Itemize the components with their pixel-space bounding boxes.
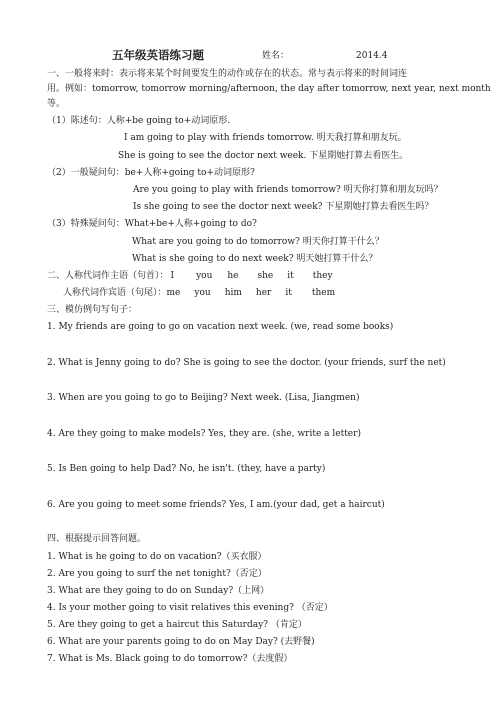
- subject-pronouns-label: 二、人称代词作主语（句首）：: [47, 271, 169, 281]
- answer-item-1: 1. What is he going to do on vacation?（买衣服）: [47, 552, 267, 562]
- pronoun-it: it: [287, 271, 294, 281]
- answer-item-7: 7. What is Ms. Black going to do tomorrow?（去度假）: [47, 654, 293, 664]
- statement-example-1: I am going to play with friends tomorrow. 明天我打算和朋友玩。: [124, 133, 407, 143]
- answer-item-3: 3. What are they going to do on Sunday?（上网）: [47, 586, 270, 596]
- name-label: 姓名：: [262, 51, 290, 61]
- pronoun-you-object: you: [194, 288, 211, 298]
- section4-heading: 四、根据提示回答问题。: [47, 534, 147, 544]
- yes-no-question-example-2: Is she going to see the doctor next week? 下星期她打算去看医生吗？: [133, 202, 434, 212]
- answer-item-2: 2. Are you going to surf the net tonight?（否定）: [47, 569, 267, 579]
- pronoun-it-object: it: [285, 288, 292, 298]
- pronoun-them: them: [311, 288, 336, 298]
- worksheet-title: 五年级英语练习题: [112, 48, 204, 62]
- section3-heading: 三、模仿例句写句子：: [47, 305, 138, 315]
- section1-intro-line1: 一、一般将来时：表示将来某个时间要发生的动作或存在的状态。常与表示将来的时间词连: [47, 69, 408, 79]
- answer-item-4: 4. Is your mother going to visit relatives this evening? （否定）: [47, 603, 333, 613]
- pronoun-him: him: [224, 288, 242, 298]
- yes-no-question-rule: （2）一般疑问句：be+人称+going to+动词原形?: [47, 168, 255, 178]
- practice-item-4: 4. Are they going to make models? Yes, they are. (she, write a letter): [47, 429, 361, 439]
- practice-item-1: 1. My friends are going to go on vacation next week. (we, read some books): [47, 322, 394, 332]
- wh-question-example-2: What is she going to do next week? 明天她打算干什么？: [132, 254, 378, 264]
- yes-no-question-example-1: Are you going to play with friends tomorrow? 明天你打算和朋友玩吗？: [133, 185, 443, 195]
- worksheet-date: 2014.4: [356, 51, 388, 61]
- object-pronouns-label: 人称代词作宾语（句尾）：: [63, 288, 167, 298]
- object-pronouns-row: [63, 287, 335, 299]
- pronoun-she: she: [257, 271, 274, 281]
- practice-item-2: 2. What is Jenny going to do? She is going to see the doctor. (your friends, surf the net): [47, 358, 446, 368]
- practice-item-5: 5. Is Ben going to help Dad? No, he isn't. (they, have a party): [47, 464, 326, 474]
- pronoun-they: they: [312, 271, 333, 281]
- answer-item-5: 5. Are they going to get a haircut this Saturday? （肯定）: [47, 620, 307, 630]
- wh-question-rule: （3）特殊疑问句：What+be+人称+going to do?: [47, 219, 257, 229]
- answer-item-6: 6. What are your parents going to do on May Day? (去野餐): [47, 637, 315, 647]
- pronoun-i: I: [170, 271, 175, 281]
- pronoun-her: her: [255, 288, 272, 298]
- section1-intro-line2: 用。例如：tomorrow, tomorrow morning/afternoon, the day after tomorrow, next year, next month: [47, 84, 491, 94]
- section1-intro-line3: 等。: [47, 99, 66, 109]
- statement-example-2: She is going to see the doctor next week. 下星期她打算去看医生。: [118, 151, 409, 161]
- pronoun-you: you: [196, 271, 213, 281]
- subject-pronouns-row: [47, 270, 333, 282]
- practice-item-3: 3. When are you going to go to Beijing? Next week. (Lisa, Jiangmen): [47, 393, 360, 403]
- wh-question-example-1: What are you going to do tomorrow? 明天你打算干什么？: [132, 237, 384, 247]
- pronoun-me: me: [166, 288, 181, 298]
- statement-rule: （1）陈述句：人称+be going to+动词原形.: [47, 116, 231, 126]
- pronoun-he: he: [227, 271, 239, 281]
- practice-item-6: 6. Are you going to meet some friends? Yes, I am.(your dad, get a haircut): [47, 500, 385, 510]
